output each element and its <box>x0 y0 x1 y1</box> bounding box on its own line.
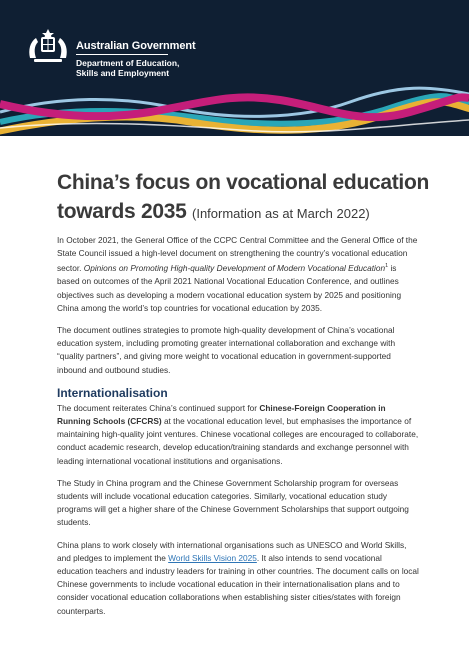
coat-of-arms-icon <box>24 28 72 64</box>
paragraph-5-text-b: . It also intends to send vocational education teachers and industry leaders for training in other countries. The document calls on local Chinese governments to include vocational education in their internationalisation plans and to consider vocational education collaborations when establishing sister cities/states with foreign counterparts. <box>57 552 419 616</box>
world-skills-vision-link[interactable]: World Skills Vision 2025 <box>168 552 257 563</box>
paragraph-3-text-a: The document reiterates China’s continued support for <box>57 402 258 413</box>
logo-divider <box>76 54 168 55</box>
paragraph-1 <box>57 234 419 315</box>
paragraph-5-text-a: China plans to work closely with international organisations such as UNESCO and World Skills, and pledges to implement the <box>57 539 407 563</box>
paragraph-3 <box>57 402 419 468</box>
paragraph-1-document-name: Opinions on Promoting High-quality Development of Modern Vocational Education <box>83 263 386 274</box>
document-body <box>57 234 419 627</box>
paragraph-5 <box>57 539 419 618</box>
document-title-date: (Information as at March 2022) <box>192 206 370 221</box>
paragraph-3-cfcrs: Chinese-Foreign Cooperation in Running Schools (CFCRS) <box>57 402 386 426</box>
header-banner <box>0 0 469 136</box>
paragraph-2: The document outlines strategies to promote high-quality development of China’s vocational education system, including promoting greater international collaboration and exchange with “quality partners”, and giving more weight to vocational education in government-supported inbound and outbound studies. <box>57 324 396 375</box>
footnote-ref-1[interactable]: 1 <box>385 263 389 270</box>
decorative-waves <box>0 0 469 136</box>
paragraph-4: The Study in China program and the Chinese Government Scholarship program for overseas students will include vocational education categories. Similarly, vocational education study programs will get a higher share of the Chinese Government Scholarships that support outgoing students. <box>57 477 409 528</box>
document-title-main: China’s focus on vocational education towards 2035 <box>57 171 430 223</box>
department-name-line1: Department of Education, <box>76 58 180 68</box>
heading-internationalisation: Internationalisation <box>57 385 168 400</box>
paragraph-3-text-b: at the vocational education level, but emphasises the importance of maintaining high-quality joint ventures. Chinese vocational colleges are encouraged to collaborate, conduct academic research, develop education/training standards and exchange personnel with leading international vocational institutions and organisations. <box>57 416 419 466</box>
paragraph-1-text-a: In October 2021, the General Office of the CCPC Central Committee and the General Office of the State Council issued a high-level document on strengthening the country’s vocational education sector. <box>57 235 418 274</box>
department-name-line2: Skills and Employment <box>76 68 170 78</box>
paragraph-1-text-b: is based on outcomes of the April 2021 National Vocational Education Conference, and outlines objectives such as developing a modern vocational education system by 2025 and positioning China among the world’s top countries for vocational education by 2035. <box>57 263 402 313</box>
government-name: Australian Government <box>76 40 196 52</box>
document-title <box>57 168 437 228</box>
government-logo-text <box>76 40 196 78</box>
